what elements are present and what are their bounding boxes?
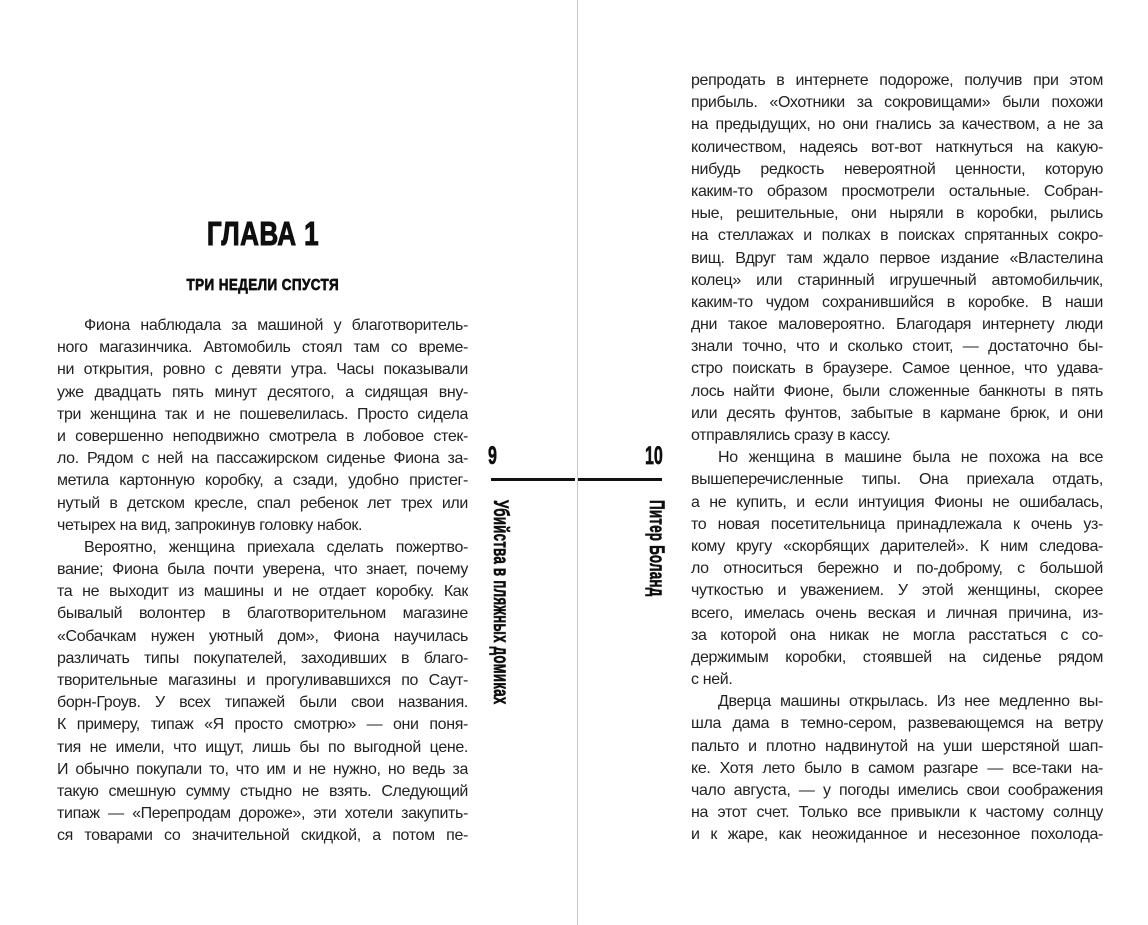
text-line: ни открытия, ровно с девяти утра. Часы показывали (57, 361, 468, 379)
text-line: различать типы покупателей, заходивших в благо- (57, 649, 468, 667)
text-line: и к жаре, как неожиданное и несезонное похолода- (691, 826, 1103, 844)
paragraph (691, 70, 1103, 447)
text-line: чуткостью и уважением. У этой женщины, скорее (691, 582, 1103, 600)
text-line: нутый в детском кресле, спал ребенок лет трех или (57, 494, 468, 512)
text-line: уже двадцать пять минут десятого, а сидящая вну- (57, 383, 468, 401)
text-line: знали точно, что и сколько стоит, — достаточно бы- (691, 338, 1103, 356)
spine-author-vertical: Питер Боланд (645, 500, 668, 597)
text-line: стро поискать в браузере. Самое ценное, что удава- (691, 360, 1103, 378)
text-line: а не купить, и если интуиция Фионы не ошибалась, (691, 493, 1103, 511)
chapter-title-text: ГЛАВА 1 (206, 215, 319, 252)
text-line: чало августа, — у погоды имелись свои соображения (691, 782, 1103, 799)
text-line: или десять фунтов, забытые в кармане брюк, и они (691, 404, 1103, 422)
text-line: ке. Хотя лето было в самом разгаре — все-таки на- (691, 759, 1103, 777)
text-line: тия не имели, что ищут, лишь бы по выгодной цене. (57, 738, 468, 756)
text-line: с ней. (691, 671, 733, 689)
header-rule-left (491, 478, 575, 481)
text-line: на стеллажах и полках в поисках спрятанных сокро- (691, 227, 1103, 245)
text-line: ло относиться бережно и по-доброму, с большой (691, 560, 1103, 578)
spine-book-title-vertical: Убийства в пляжных домиках (489, 500, 512, 705)
text-line: нибудь редкость невероятной ценности, которую (691, 160, 1103, 178)
text-line: каким-то образом просмотрели остальные. Собран- (691, 182, 1103, 200)
text-line: та не выходит из машины и не отдает коробку. Как (57, 583, 468, 601)
text-line: четырех на вид, запрокинув головку набок. (57, 516, 363, 534)
text-line: ся товарами со значительной скидкой, а потом пе- (57, 827, 468, 845)
text-line: вышеперечисленные типы. Она приехала отдать, (691, 471, 1103, 489)
chapter-subtitle (57, 278, 468, 294)
text-line: такую смешную сумму стыдно не взять. Следующий (57, 782, 468, 800)
text-line: три женщина так и не пошевелилась. Просто сидела (57, 405, 468, 423)
text-line: Вероятно, женщина приехала сделать пожертво- (84, 538, 468, 556)
page-divider (577, 0, 578, 925)
paragraph (691, 691, 1103, 846)
text-line: борн-Гроув. У всех типажей были свои названия. (57, 694, 468, 712)
text-line: прибыль. «Охотники за сокровищами» были похожи (691, 94, 1103, 112)
text-line: на этот счет. Только все привыкли к частому солнцу (691, 804, 1103, 822)
text-line: ло. Рядом с ней на пассажирском сиденье Фиона за- (57, 450, 468, 468)
text-line: Дверца машины открылась. Из нее медленно вы- (718, 693, 1103, 711)
left-page (57, 0, 468, 925)
text-line: всего, имелась очень веская и личная причина, из- (691, 604, 1103, 622)
text-line: держимым коробки, стоявшей на сиденье рядом (691, 648, 1103, 666)
text-line: типаж — «Перепродам дороже», эти хотели закупить- (57, 805, 468, 823)
text-line: Фиона наблюдала за машиной у благотворитель- (84, 317, 468, 334)
text-line: то новая посетительница принадлежала к очень уз- (691, 515, 1103, 533)
right-page (691, 0, 1103, 925)
text-line: репродать в интернете подороже, получив при этом (691, 72, 1103, 89)
text-line: за которой она никак не могла расстаться с со- (691, 626, 1103, 644)
text-line: метила картонную коробку, а сзади, удобно пристег- (57, 472, 468, 490)
text-line: отправлялись сразу в кассу. (691, 427, 891, 444)
page-number-left: 9 (488, 442, 497, 470)
chapter-subtitle-text: ТРИ НЕДЕЛИ СПУСТЯ (186, 277, 339, 294)
left-page-body-text (57, 315, 468, 848)
text-line: вищ. Вдруг там ждало первое издание «Властелина (691, 249, 1103, 267)
text-line: Но женщина в машине была не похожа на все (718, 449, 1103, 467)
header-rule-right (578, 478, 662, 481)
text-line: лось найти Фионе, были сложенные банкноты в пять (691, 382, 1103, 400)
text-line: творительные магазины и прогуливавшихся по Саут- (57, 672, 468, 689)
paragraph (57, 315, 468, 537)
text-line: колец» или старинный игрушечный автомобильчик, (691, 271, 1103, 289)
text-line: пальто и плотно надвинутой на уши шерстяной шап- (691, 737, 1103, 755)
text-line: шла дама в темно-сером, развевающемся на ветру (691, 715, 1103, 733)
text-line: кому кругу «скорбящих дарителей». К ним следова- (691, 537, 1103, 555)
text-line: бывалый волонтер в благотворительном магазине (57, 605, 468, 623)
text-line: на предыдущих, но они гнались за качеством, а не за (691, 116, 1103, 134)
text-line: «Собачкам нужен уютный дом», Фиона научилась (57, 627, 468, 645)
text-line: ные, решительные, они ныряли в коробки, рылись (691, 205, 1103, 223)
text-line: количеством, надеясь вот-вот наткнуться на какую- (691, 138, 1103, 156)
text-line: И обычно покупали то, что им и не нужно, но ведь за (57, 760, 468, 778)
chapter-title (57, 217, 468, 250)
text-line: вание; Фиона была почти уверена, что знает, почему (57, 561, 468, 579)
paragraph (57, 537, 468, 848)
paragraph (691, 447, 1103, 691)
text-line: ного магазинчика. Автомобиль стоял там со време- (57, 339, 468, 357)
right-page-body-text (691, 70, 1103, 847)
page-number-right: 10 (645, 442, 663, 470)
text-line: К примеру, типаж «Я просто смотрю» — они поня- (57, 716, 468, 734)
text-line: и совершенно неподвижно смотрела в лобовое стек- (57, 427, 468, 445)
text-line: каким-то чудом сохранившийся в коробке. В наши (691, 293, 1103, 311)
text-line: дни такое маловероятно. Благодаря интернету люди (691, 316, 1103, 334)
